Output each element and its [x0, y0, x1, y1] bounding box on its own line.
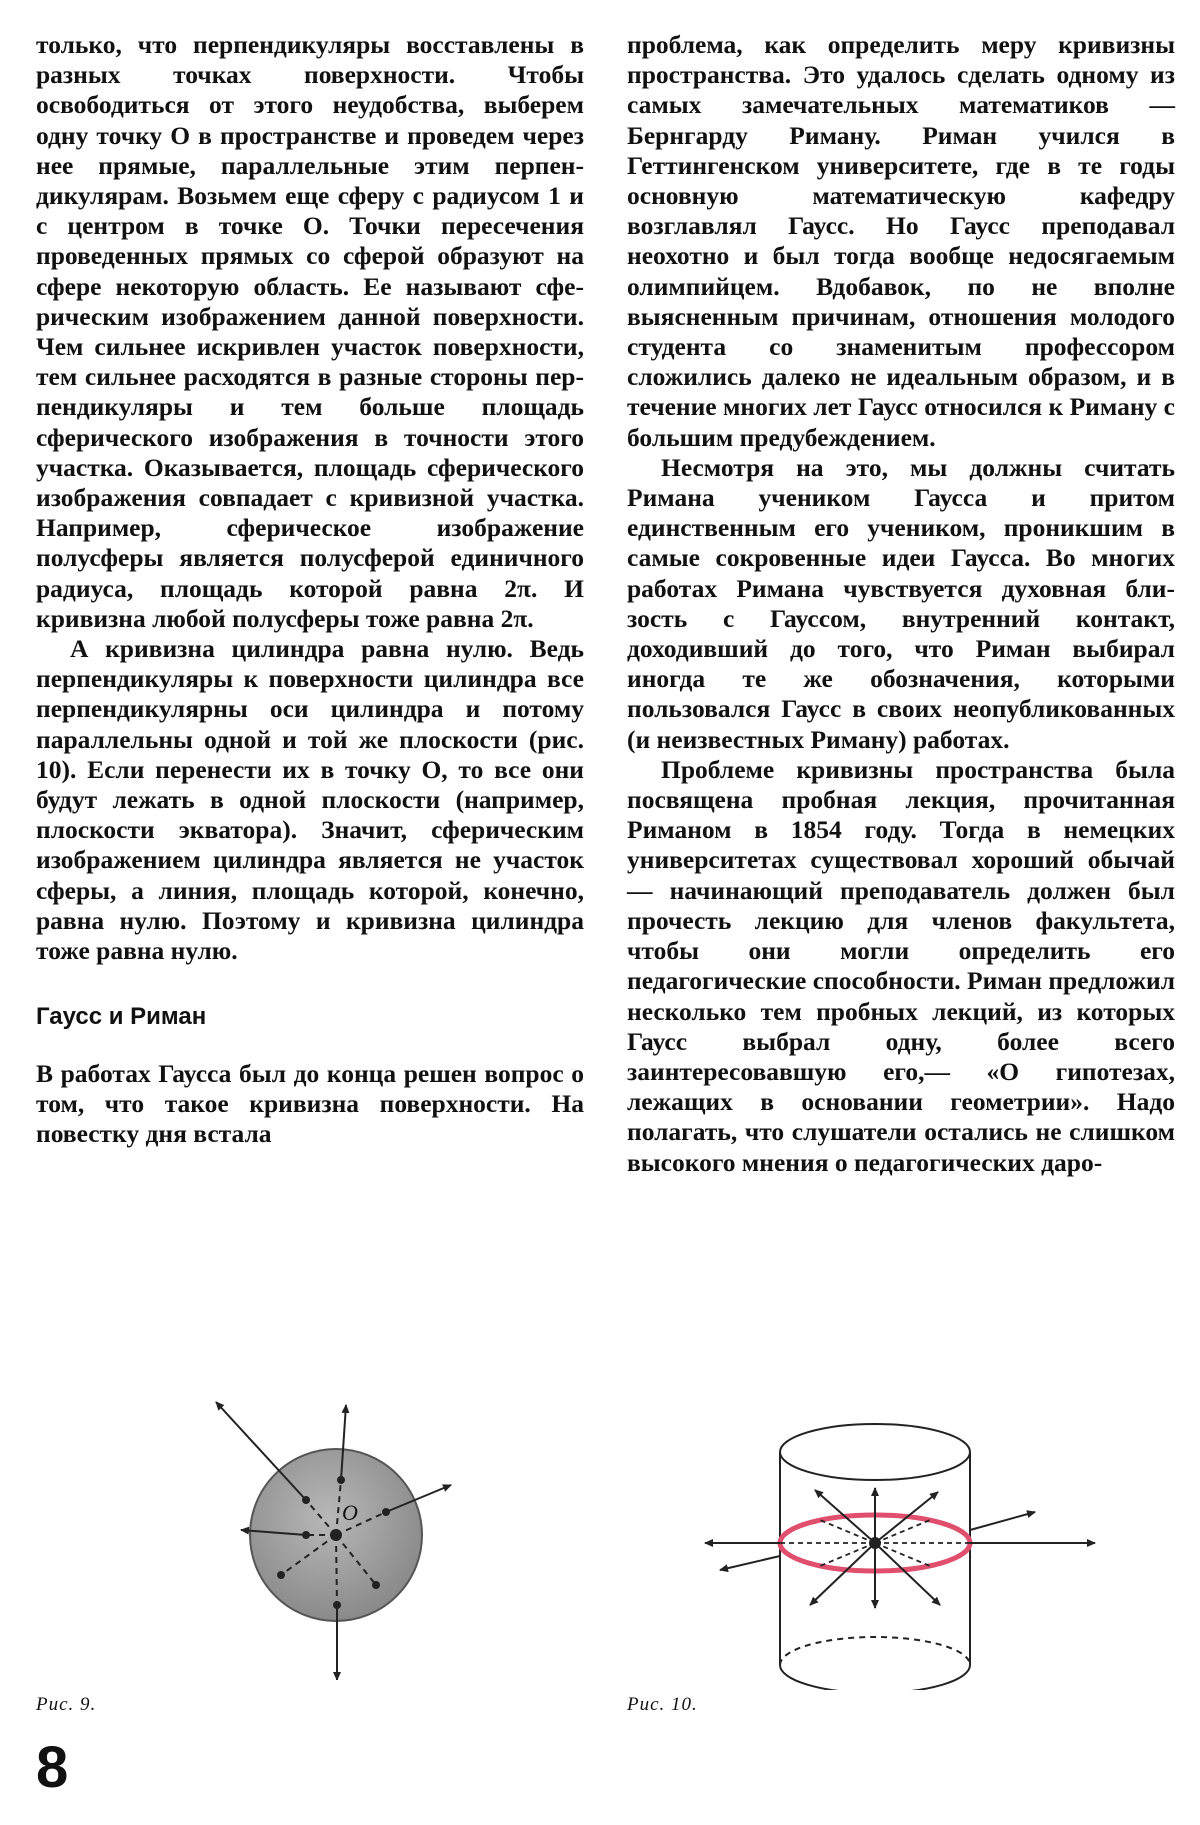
arrow-lower-right	[875, 1543, 940, 1605]
figure-10-caption: Рис. 10.	[627, 1694, 698, 1715]
page-number: 8	[36, 1735, 69, 1800]
paragraph: В работах Гаусса был до конца решен вопрос о том, что такое кривизна поверхности. На повестку дня встала	[36, 1058, 584, 1148]
arrow-left-down	[720, 1556, 780, 1570]
paragraph: Несмотря на это, мы должны считать Римана учеником Гаусса и притом единственным его учеником, проникшим в самые сокровенные идеи Гаусса. Во многих работах Римана чувствуется духовная близость с Гауссом, внутренний контакт, доходивший до того, что Риман выбирал иногда те же обозначения, которыми пользовался Гаусс в своих неопубликованных (и неизвестных Риману) работах.	[627, 452, 1175, 754]
center-label: O	[342, 1500, 358, 1525]
center-point	[869, 1537, 881, 1549]
arrow-right-up	[970, 1512, 1035, 1530]
left-column	[36, 30, 584, 1149]
section-heading: Гаусс и Риман	[36, 1003, 207, 1031]
paragraph: только, что перпендикуляры восставлены в разных точках поверхности. Чтобы освободиться от этого неудобства, выберем одну точку O в пространстве и проведем через нее прямые, параллельные этим перпендикулярам. Возьмем еще сферу с радиусом 1 и с центром в точке O. Точки пересечения проведенных прямых со сферой образуют на сфере некоторую область. Ее называют сферическим изображением данной поверхности. Чем сильнее искривлен участок поверхности, тем сильнее расходятся в разные стороны перпендикуляры и тем больше площадь сферического изображения в точности этого участка. Оказывается, площадь сферического изображения совпадает с кривизной участка. Например, сферическое изображение полусферы является полусферой единичного радиуса, площадь которой равна 2π. И кривизна любой полусферы тоже равна 2π.	[36, 30, 584, 633]
normal-arrows	[705, 1488, 1095, 1608]
figure-9-caption: Рис. 9.	[36, 1694, 97, 1715]
arrow-upper-left	[216, 1402, 306, 1500]
paragraph: А кривизна цилиндра равна нулю. Ведь перпендикуляры к поверхности цилиндра все перпендикулярны оси цилиндра и потому параллельны одной и той же плоскости (рис. 10). Если перенести их в точку O, то все они будут лежать в одной плоскости (например, плоскости экватора). Значит, сферическим изображением цилиндра является не участок сферы, а линия, площадь которой, конечно, равна нулю. Поэтому и кривизна цилиндра тоже равна нулю.	[36, 634, 584, 966]
arrow-lower-left	[810, 1543, 875, 1605]
figure-9-sphere	[196, 1390, 476, 1680]
paragraph: Проблеме кривизны пространства была посвящена пробная лекция, прочитанная Риманом в 1854 году. Тогда в немецких университетах существовал хороший обычай — начинающий преподаватель должен был прочесть лекцию для членов факультета, чтобы они могли определить его педагогические способности. Риман предложил несколько тем пробных лекций, из которых Гаусс выбрал одну, более всего заинтересовавшую его,— «О гипотезах, лежащих в основании геометрии». Надо полагать, что слушатели остались не слишком высокого мнения о педагогических даро-	[627, 754, 1175, 1177]
right-column	[627, 30, 1175, 1178]
figure-10-cylinder	[700, 1420, 1100, 1690]
sphere-normals-diagram	[196, 1390, 476, 1680]
paragraph: проблема, как определить меру кривизны пространства. Это удалось сделать одному из самых замечательных математиков — Бернгарду Риману. Риман учился в Геттингенском университете, где в те годы основную математическую кафедру возглавлял Гаусс. Но Гаусс преподавал неохотно и был тогда вообще недосягаемым олимпийцем. Вдобавок, по не вполне выясненным причинам, отношения молодого студента со знаменитым профессором сложились далеко не идеальным образом, и в течение многих лет Гаусс относился к Риману с большим предубеждением.	[627, 30, 1175, 452]
cylinder-normals-diagram	[700, 1420, 1100, 1690]
